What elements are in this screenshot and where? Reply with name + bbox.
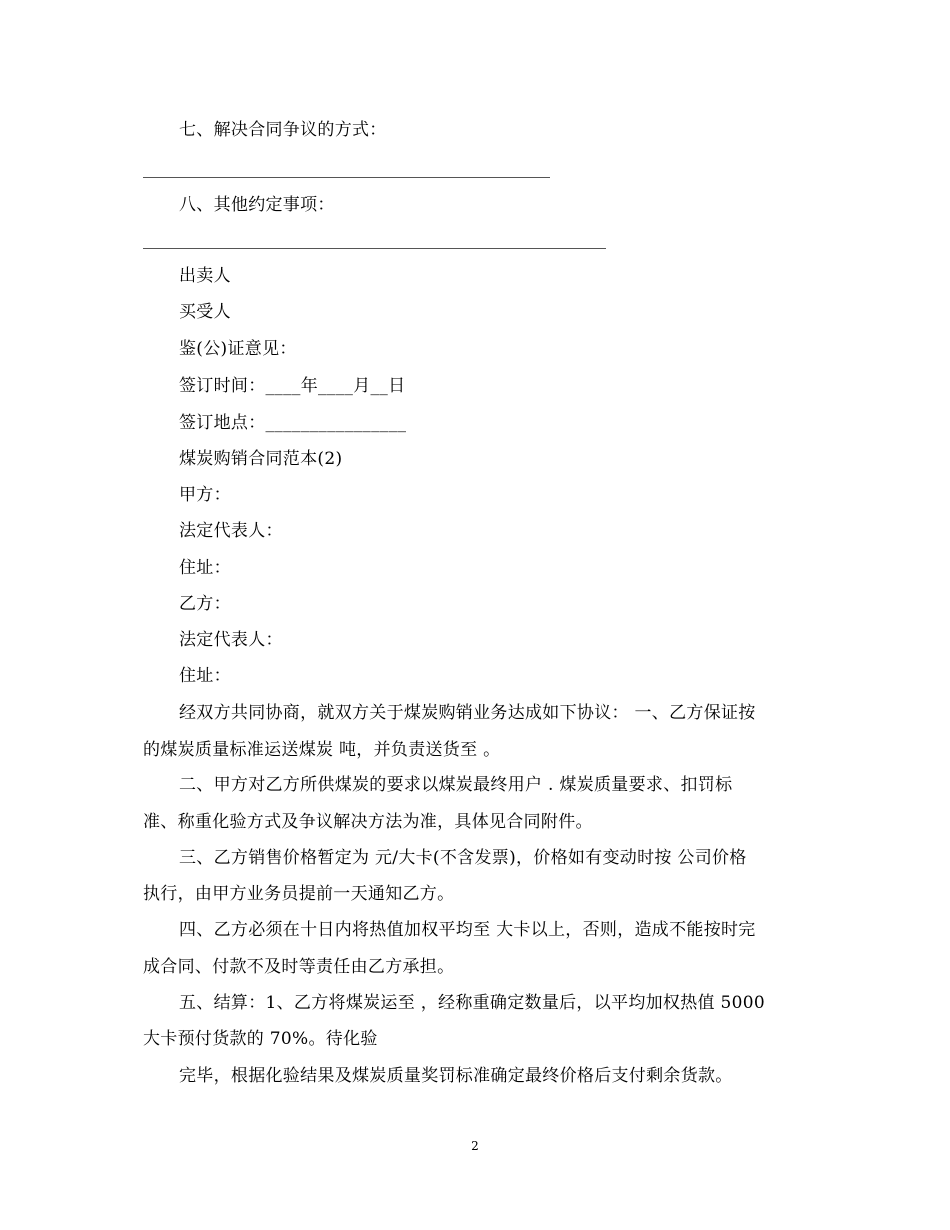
seller-label: 出卖人 [179,266,231,286]
article-4-line-1: 四、乙方必须在十日内将热值加权平均至 大卡以上，否则，造成不能按时完 [179,920,756,940]
contract-title: 煤炭购销合同范本(2) [179,449,343,469]
party-b-label: 乙方： [179,594,231,614]
page-number: 2 [471,1139,479,1153]
party-b-representative: 法定代表人： [179,630,283,650]
section-7-heading: 七、解决合同争议的方式： [179,120,387,140]
notary-opinion-label: 鉴(公)证意见： [179,339,297,359]
article-2-line-1: 二、甲方对乙方所供煤炭的要求以煤炭最终用户 . 煤炭质量要求、扣罚标 [179,775,733,795]
sign-place-line: 签订地点：________________ [179,413,407,433]
party-a-label: 甲方： [179,485,231,505]
party-b-address: 住址： [179,666,231,686]
article-5-line-2: 大卡预付货款的 70%。待化验 [143,1029,378,1049]
blank-fill-line [143,248,606,249]
article-4-line-2: 成合同、付款不及时等责任由乙方承担。 [143,957,455,977]
section-8-heading: 八、其他约定事项： [179,195,335,215]
party-a-representative: 法定代表人： [179,521,283,541]
article-3-line-1: 三、乙方销售价格暂定为 元/大卡(不含发票)，价格如有变动时按 公司价格 [179,848,747,868]
sign-date-line: 签订时间：____年____月__日 [179,376,406,396]
buyer-label: 买受人 [179,302,231,322]
article-5-line-1: 五、结算：1、乙方将煤炭运至 ，经称重确定数量后，以平均加权热值 5000 [179,993,765,1013]
intro-paragraph-line-2: 的煤炭质量标准运送煤炭 吨，并负责送货至 。 [143,740,501,760]
article-2-line-2: 准、称重化验方式及争议解决方法为准，具体见合同附件。 [143,812,593,832]
blank-fill-line [143,177,550,178]
article-3-line-2: 执行，由甲方业务员提前一天通知乙方。 [143,884,455,904]
party-a-address: 住址： [179,558,231,578]
intro-paragraph-line-1: 经双方共同协商，就双方关于煤炭购销业务达成如下协议： 一、乙方保证按 [179,703,756,723]
article-5-line-3: 完毕，根据化验结果及煤炭质量奖罚标准确定最终价格后支付剩余货款。 [179,1066,733,1086]
